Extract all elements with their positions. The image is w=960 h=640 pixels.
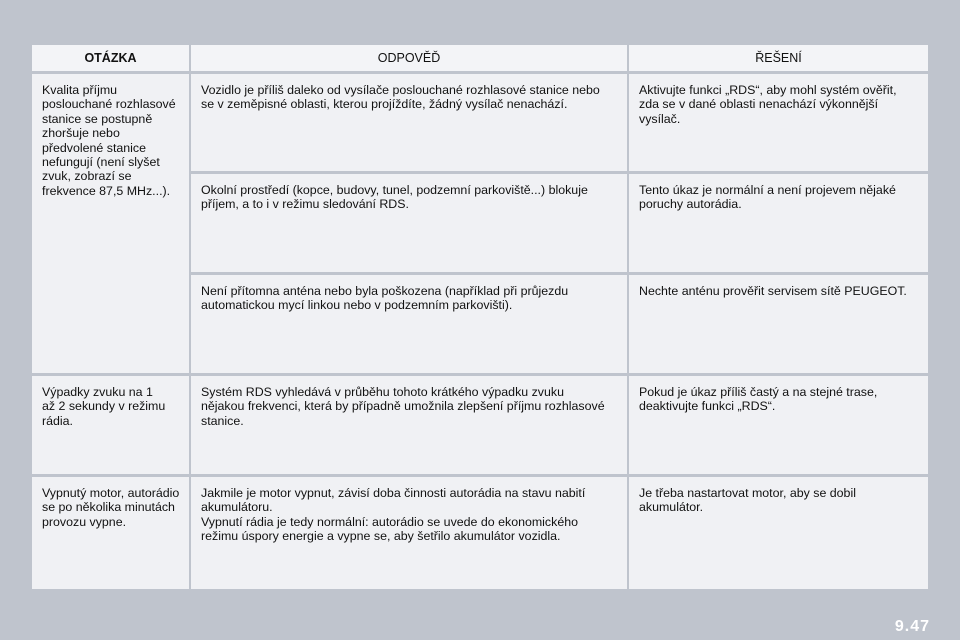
page-number: 9.47 bbox=[894, 618, 930, 635]
solution-cell: Tento úkaz je normální a není projevem nějaké poruchy autorádia. bbox=[629, 174, 928, 272]
solution-cell: Je třeba nastartovat motor, aby se dobil akumulátor. bbox=[629, 477, 928, 589]
header-solution: ŘEŠENÍ bbox=[629, 45, 928, 71]
answer-cell: Vozidlo je příliš daleko od vysílače poslouchané rozhlasové stanice nebo se v zeměpisné oblasti, kterou projíždíte, žádný vysílač nenachází. bbox=[191, 74, 627, 171]
solution-cell: Pokud je úkaz příliš častý a na stejné trase, deaktivujte funkci „RDS“. bbox=[629, 376, 928, 474]
question-cell: Vypnutý motor, autorádio se po několika minutách provozu vypne. bbox=[32, 477, 189, 589]
question-cell: Kvalita příjmu poslouchané rozhlasové stanice se postupně zhoršuje nebo předvolené stanice nefungují (není slyšet zvuk, zobrazí se frekvence 87,5 MHz...). bbox=[32, 74, 189, 373]
answer-cell: Jakmile je motor vypnut, závisí doba činnosti autorádia na stavu nabití akumulátoru. Vypnutí rádia je tedy normální: autorádio se uvede do ekonomického režimu úspory energie a vypne se, aby šetřilo akumulátor vozidla. bbox=[191, 477, 627, 589]
answer-cell: Okolní prostředí (kopce, budovy, tunel, podzemní parkoviště...) blokuje příjem, a to i v režimu sledování RDS. bbox=[191, 174, 627, 272]
question-cell: Výpadky zvuku na 1 až 2 sekundy v režimu rádia. bbox=[32, 376, 189, 474]
header-question: OTÁZKA bbox=[32, 45, 189, 71]
header-answer: ODPOVĚĎ bbox=[191, 45, 627, 71]
answer-cell: Systém RDS vyhledává v průběhu tohoto krátkého výpadku zvuku nějakou frekvenci, která by případně umožnila zlepšení příjmu rozhlasové stanice. bbox=[191, 376, 627, 474]
answer-cell: Není přítomna anténa nebo byla poškozena (například při průjezdu automatickou mycí linkou nebo v podzemním parkovišti). bbox=[191, 275, 627, 373]
solution-cell: Aktivujte funkci „RDS“, aby mohl systém ověřit, zda se v dané oblasti nenachází výkonnější vysílač. bbox=[629, 74, 928, 171]
faq-table bbox=[32, 45, 928, 611]
solution-cell: Nechte anténu prověřit servisem sítě PEUGEOT. bbox=[629, 275, 928, 373]
